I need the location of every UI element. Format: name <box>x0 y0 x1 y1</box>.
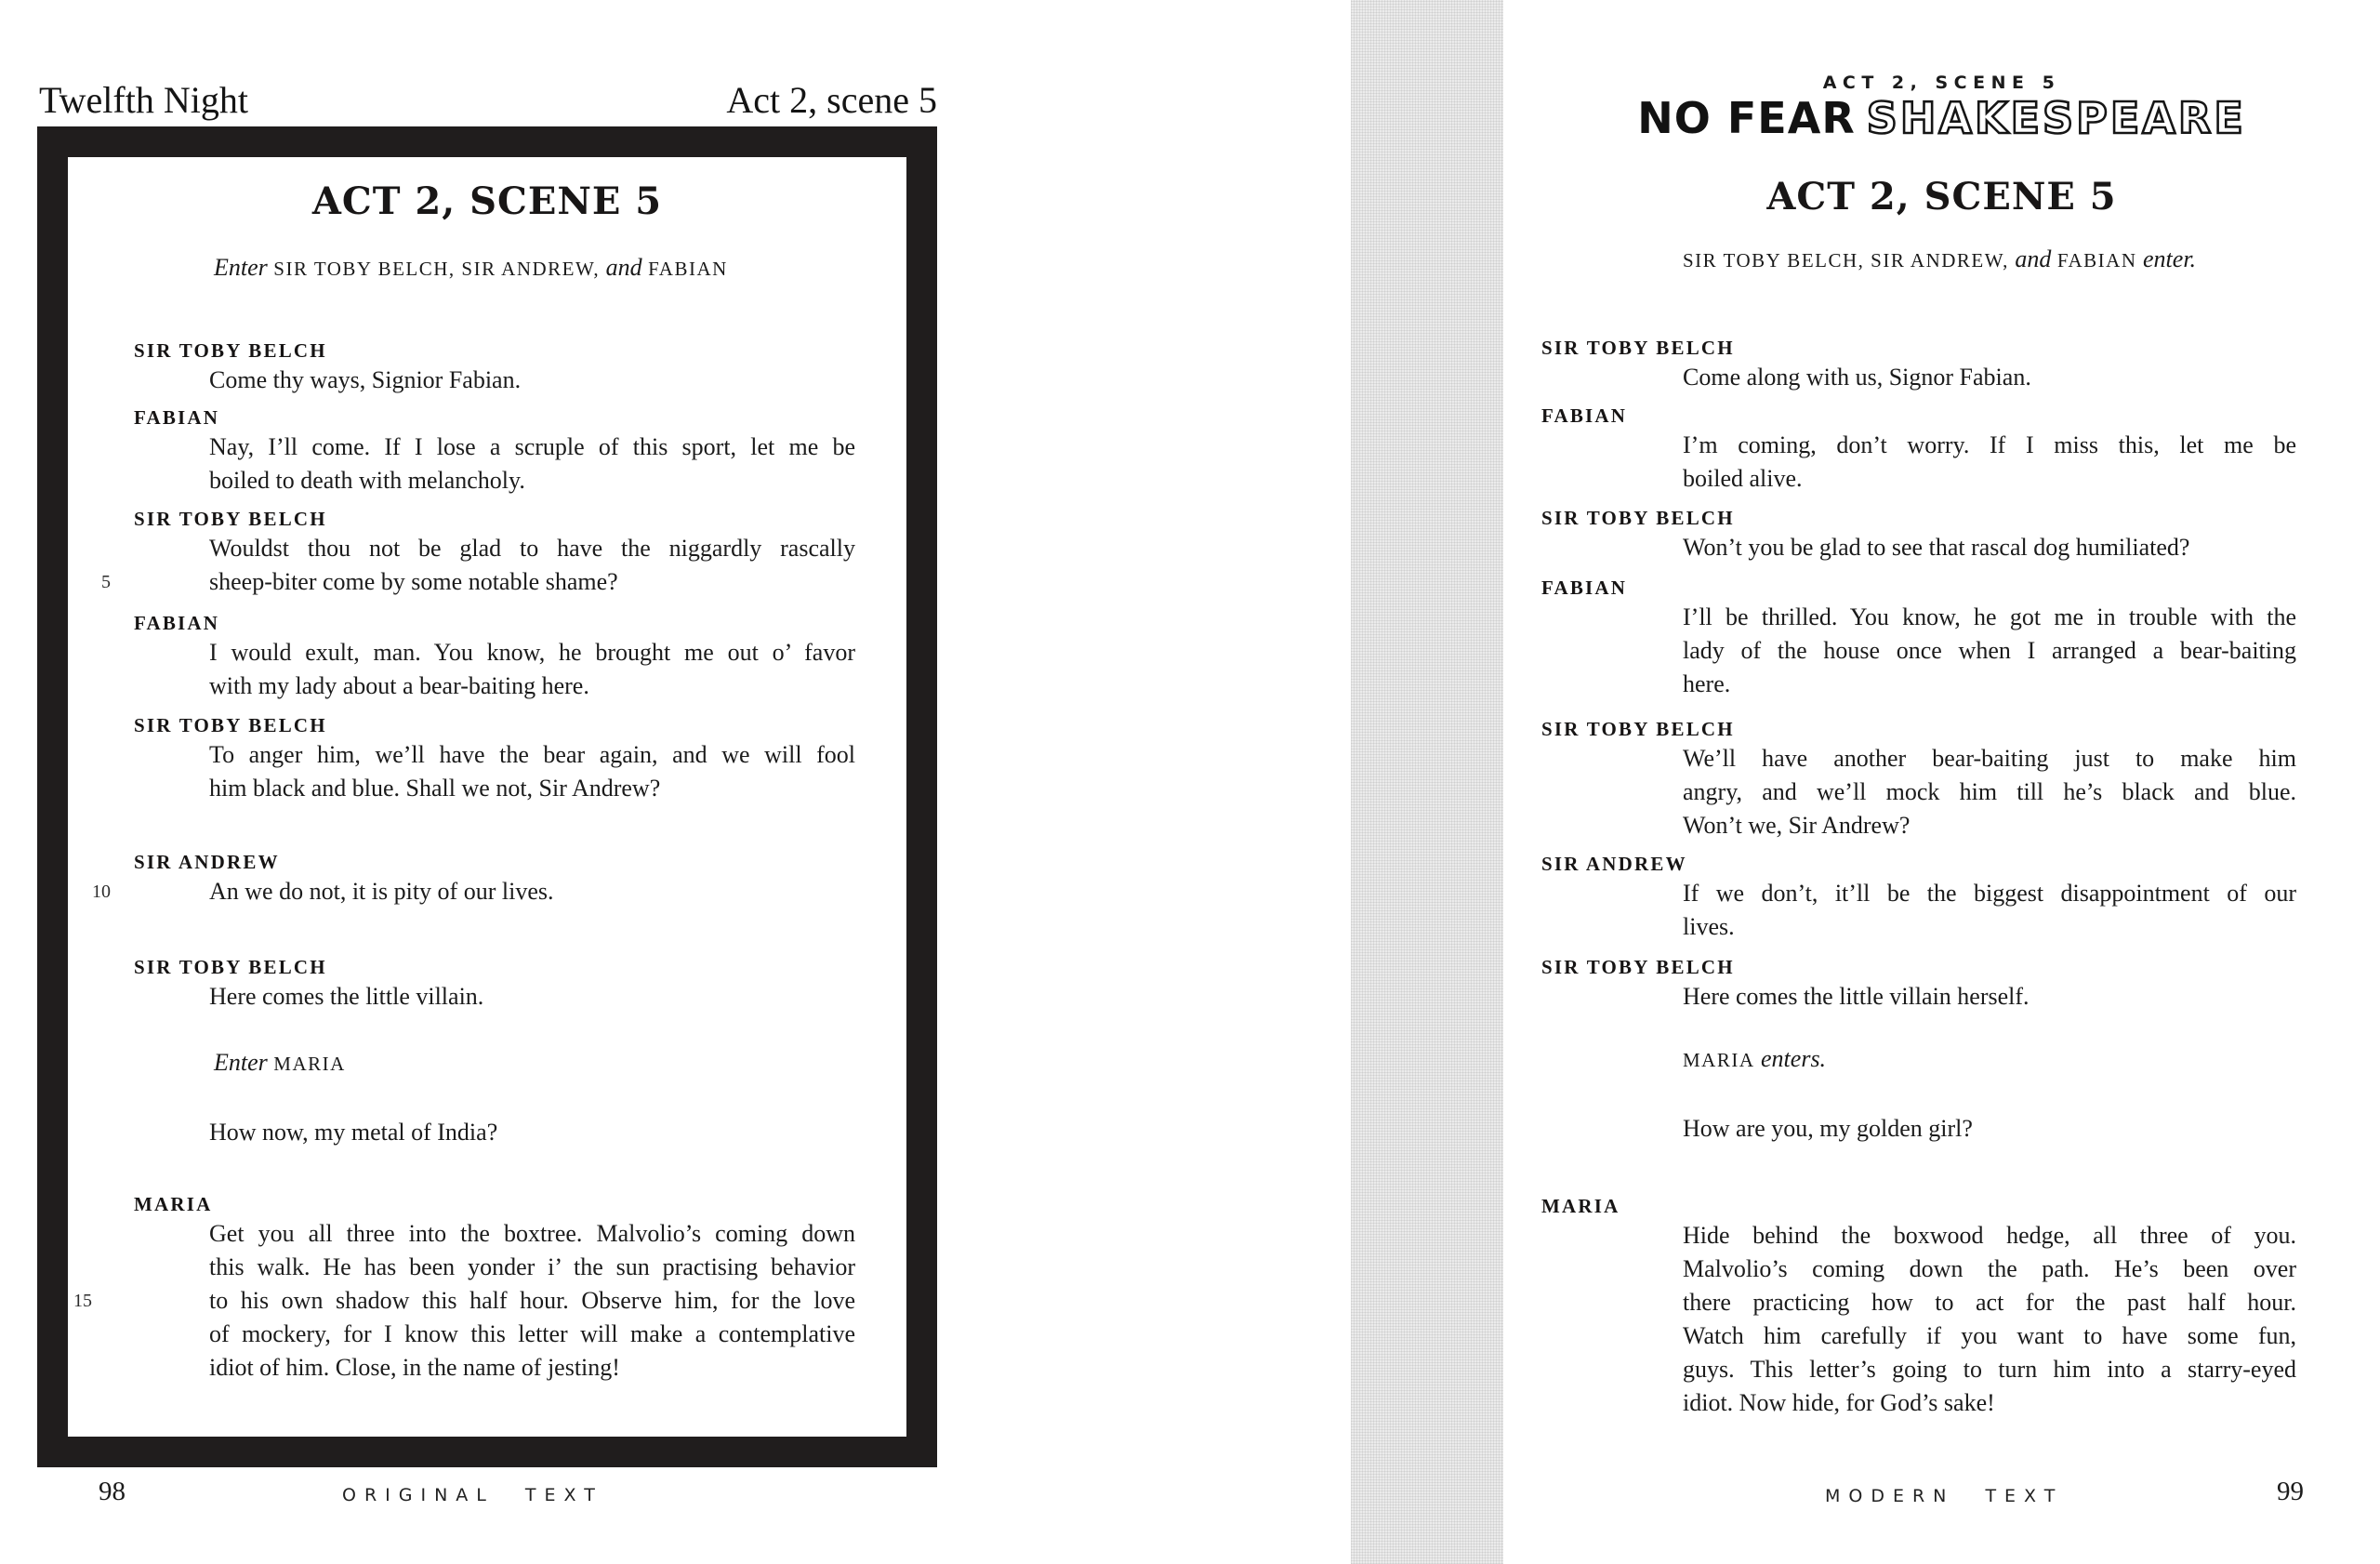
verse-line-number: 10 <box>92 881 111 902</box>
stage-enters-word: enters. <box>1761 1045 1827 1072</box>
opening-stage-direction <box>1683 245 2196 273</box>
verse-line-number: 15 <box>73 1291 92 1311</box>
dialogue-line: there practicing how to act for the past half hour. <box>1683 1289 2296 1316</box>
stage-character-name: MARIA <box>273 1053 346 1075</box>
binding-gutter-texture <box>1351 0 1503 1564</box>
dialogue-line: We’ll have another bear-baiting just to make him <box>1683 745 2296 772</box>
dialogue-line: Hide behind the boxwood hedge, all three of you. <box>1683 1222 2296 1249</box>
no-fear-shakespeare-logo <box>1503 93 2380 143</box>
stage-and-word: and <box>605 254 642 281</box>
stage-character-name: MARIA <box>1683 1049 1755 1071</box>
dialogue-line: I would exult, man. You know, he brought me out o’ favor <box>209 639 855 666</box>
dialogue-line: If we don’t, it’ll be the biggest disappointment of our <box>1683 880 2296 907</box>
dialogue-line: idiot. Now hide, for God’s sake! <box>1683 1389 1995 1416</box>
dialogue-line: with my lady about a bear-baiting here. <box>209 672 589 699</box>
stage-enter-word: enter. <box>2143 245 2197 272</box>
speaker-label: SIR ANDREW <box>134 851 280 873</box>
speaker-label: FABIAN <box>1541 577 1628 599</box>
dialogue-line: I’m coming, don’t worry. If I miss this, let me be <box>1683 431 2296 458</box>
dialogue-line: idiot of him. Close, in the name of jesting! <box>209 1354 620 1381</box>
dialogue-line: How are you, my golden girl? <box>1683 1115 1973 1142</box>
dialogue-line: here. <box>1683 670 1731 697</box>
speaker-label: FABIAN <box>134 406 220 429</box>
dialogue-line: Malvolio’s coming down the path. He’s been over <box>1683 1255 2296 1282</box>
stage-character-name: FABIAN <box>2056 249 2137 272</box>
dialogue-line: Won’t you be glad to see that rascal dog humiliated? <box>1683 534 2190 561</box>
dialogue-line: guys. This letter’s going to turn him into a starry-eyed <box>1683 1356 2296 1383</box>
speaker-label: FABIAN <box>134 612 220 634</box>
dialogue-line: Here comes the little villain herself. <box>1683 983 2030 1010</box>
mid-stage-direction <box>1683 1045 1826 1073</box>
dialogue-line: lady of the house once when I arranged a bear-baiting <box>1683 637 2296 664</box>
speaker-label: SIR TOBY BELCH <box>1541 337 1735 359</box>
dialogue-line: Won’t we, Sir Andrew? <box>1683 812 1911 839</box>
logo-no-fear: NO FEAR <box>1637 93 1856 143</box>
dialogue-line: of mockery, for I know this letter will make a contemplative <box>209 1320 855 1347</box>
stage-character-names: SIR TOBY BELCH, SIR ANDREW, <box>1683 249 2009 272</box>
running-header-scene-ref: Act 2, scene 5 <box>726 79 937 121</box>
original-text-frame <box>37 126 937 1467</box>
dialogue-line: boiled to death with melancholy. <box>209 467 525 494</box>
dialogue-line: How now, my metal of India? <box>209 1119 498 1146</box>
scene-title-modern: ACT 2, SCENE 5 <box>1766 175 2117 219</box>
speaker-label: SIR TOBY BELCH <box>134 339 327 362</box>
dialogue-line: boiled alive. <box>1683 465 1803 492</box>
dialogue-line: 15 to his own shadow this half hour. Observe him, for the love <box>209 1284 855 1318</box>
dialogue-line: angry, and we’ll mock him till he’s black and blue. <box>1683 778 2296 805</box>
speaker-label: SIR TOBY BELCH <box>1541 507 1735 529</box>
dialogue-line: Come thy ways, Signior Fabian. <box>209 366 522 393</box>
footer-label-original-text: ORIGINAL TEXT <box>342 1485 603 1505</box>
dialogue-line: Get you all three into the boxtree. Malvolio’s coming down <box>209 1220 855 1247</box>
dialogue-line: I’ll be thrilled. You know, he got me in trouble with the <box>1683 603 2296 630</box>
dialogue-line: him black and blue. Shall we not, Sir Andrew? <box>209 775 661 802</box>
speaker-label: SIR ANDREW <box>1541 853 1687 875</box>
dialogue-line: To anger him, we’ll have the bear again, and we will fool <box>209 741 855 768</box>
stage-enter-word: Enter <box>214 254 268 281</box>
speaker-label: MARIA <box>134 1193 213 1215</box>
speaker-label: SIR TOBY BELCH <box>134 714 327 736</box>
stage-and-word: and <box>2015 245 2052 272</box>
verse-line-number: 5 <box>101 572 111 592</box>
dialogue-line: 5 sheep-biter come by some notable shame? <box>209 565 855 599</box>
logo-shakespeare: SHAKESPEARE <box>1866 93 2246 143</box>
opening-stage-direction <box>214 254 728 282</box>
dialogue-line: 10 An we do not, it is pity of our lives. <box>209 875 855 908</box>
running-header-book-title: Twelfth Night <box>39 79 248 121</box>
mid-stage-direction <box>214 1049 346 1077</box>
speaker-label: SIR TOBY BELCH <box>134 508 327 530</box>
page-number-right: 99 <box>2277 1477 2304 1506</box>
scene-title-original: ACT 2, SCENE 5 <box>311 179 663 223</box>
footer-label-modern-text: MODERN TEXT <box>1825 1486 2064 1506</box>
speaker-label: SIR TOBY BELCH <box>1541 956 1735 978</box>
stage-enter-word: Enter <box>214 1049 268 1076</box>
dialogue-line: this walk. He has been yonder i’ the sun practising behavior <box>209 1253 855 1280</box>
page-number-left: 98 <box>99 1477 126 1506</box>
dialogue-line: lives. <box>1683 913 1735 940</box>
dialogue-line: Wouldst thou not be glad to have the niggardly rascally <box>209 535 855 562</box>
stage-character-names: SIR TOBY BELCH, SIR ANDREW, <box>273 258 601 280</box>
right-page-modern-text <box>1503 0 2380 1564</box>
speaker-label: SIR TOBY BELCH <box>1541 718 1735 740</box>
dialogue-line: Nay, I’ll come. If I lose a scruple of this sport, let me be <box>209 433 855 460</box>
speaker-label: SIR TOBY BELCH <box>134 956 327 978</box>
dialogue-line: Here comes the little villain. <box>209 983 484 1010</box>
dialogue-line: Watch him carefully if you want to have some fun, <box>1683 1322 2296 1349</box>
brand-scene-ref: ACT 2, SCENE 5 <box>1822 73 2061 93</box>
dialogue-line: Come along with us, Signor Fabian. <box>1683 364 2031 391</box>
speaker-label: MARIA <box>1541 1195 1620 1217</box>
stage-character-name: FABIAN <box>648 258 728 280</box>
speaker-label: FABIAN <box>1541 404 1628 427</box>
